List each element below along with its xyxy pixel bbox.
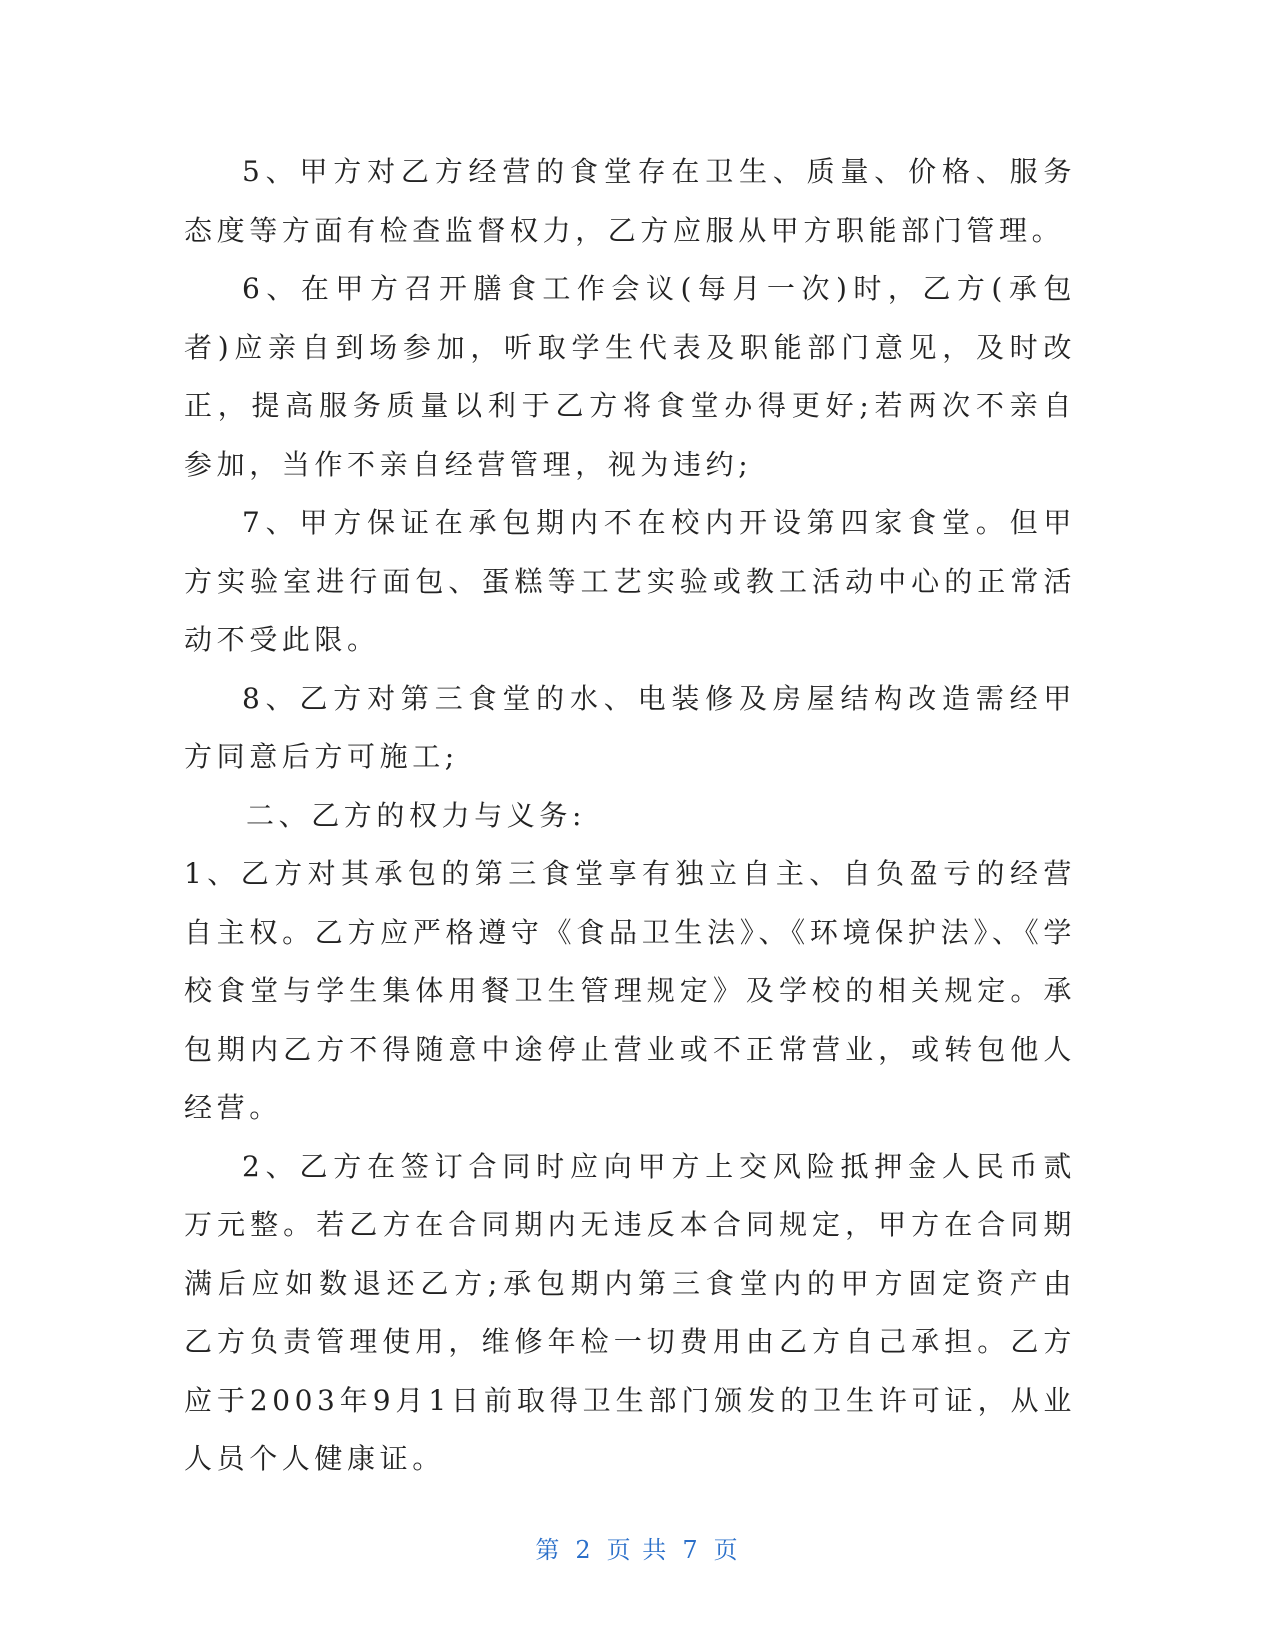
paragraph-clause-8: 8、乙方对第三食堂的水、电装修及房屋结构改造需经甲方同意后方可施工; bbox=[184, 681, 1076, 773]
footer-middle-label: 页 共 bbox=[606, 1536, 669, 1564]
section-heading-party-b-rights: 二、乙方的权力与义务: bbox=[246, 798, 587, 832]
footer-total-pages: 7 bbox=[682, 1536, 700, 1564]
footer-current-page: 2 bbox=[575, 1536, 593, 1564]
paragraph-clause-7: 7、甲方保证在承包期内不在校内开设第四家食堂。但甲方实验室进行面包、蛋糕等工艺实验或教工活动中心的正常活动不受此限。 bbox=[184, 506, 1076, 656]
page-footer bbox=[0, 1530, 1275, 1565]
paragraph-clause-6: 6、在甲方召开膳食工作会议(每月一次)时，乙方(承包者)应亲自到场参加，听取学生代表及职能部门意见，及时改正，提高服务质量以利于乙方将食堂办得更好;若两次不亲自参加，当作不亲自经营管理，视为违约; bbox=[184, 272, 1076, 481]
footer-suffix: 页 bbox=[713, 1536, 740, 1564]
paragraph-party-b-clause-2: 2、乙方在签订合同时应向甲方上交风险抵押金人民币贰万元整。若乙方在合同期内无违反本合同规定，甲方在合同期满后应如数退还乙方;承包期内第三食堂内的甲方固定资产由乙方负责管理使用，维修年检一切费用由乙方自己承担。乙方应于2003年9月1日前取得卫生部门颁发的卫生许可证，从业人员个人健康证。 bbox=[184, 1149, 1076, 1475]
paragraph-clause-5: 5、甲方对乙方经营的食堂存在卫生、质量、价格、服务态度等方面有检查监督权力，乙方应服从甲方职能部门管理。 bbox=[184, 155, 1076, 247]
footer-prefix: 第 bbox=[535, 1536, 562, 1564]
paragraph-party-b-clause-1: 1、乙方对其承包的第三食堂享有独立自主、自负盈亏的经营自主权。乙方应严格遵守《食品卫生法》、《环境保护法》、《学校食堂与学生集体用餐卫生管理规定》及学校的相关规定。承包期内乙方不得随意中途停止营业或不正常营业，或转包他人经营。 bbox=[184, 857, 1076, 1124]
document-body bbox=[184, 143, 1076, 1489]
